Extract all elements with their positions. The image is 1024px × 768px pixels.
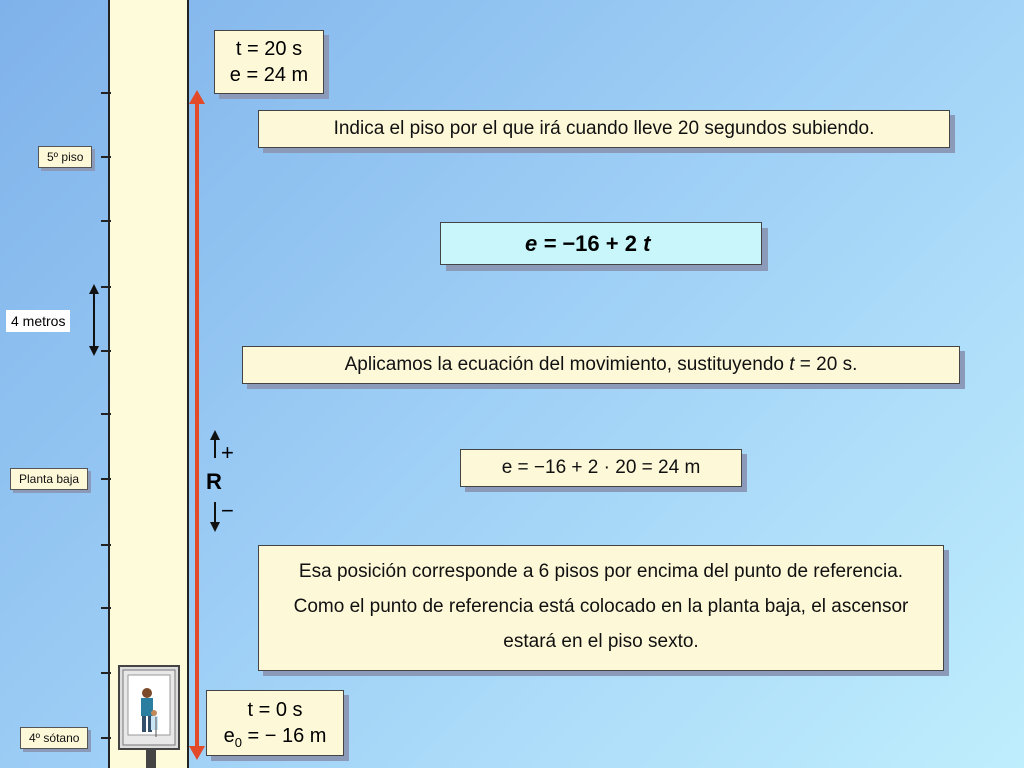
floor-tick <box>101 607 111 609</box>
floor-label-fifth: 5º piso <box>38 146 92 168</box>
question-text: Indica el piso por el que irá cuando lleve 20 segundos subiendo. <box>333 118 875 139</box>
conclusion-text: Esa posición corresponde a 6 pisos por encima del punto de referencia. Como el punto de referencia está colocado en la planta baja, el ascensor estará en el piso sexto. <box>293 561 909 652</box>
floor-tick <box>101 544 111 546</box>
initial-time: t = 0 s <box>247 699 303 721</box>
initial-position: $e_0$ = − 16 m <box>223 725 327 750</box>
equation-box <box>440 222 762 265</box>
floor-tick <box>101 737 111 739</box>
floor-tick <box>101 156 111 158</box>
apply-box <box>242 346 960 384</box>
final-state-box <box>214 30 324 94</box>
floor-label-ground: Planta baja <box>10 468 88 490</box>
reference-label: R <box>206 469 222 494</box>
equation-rhs: −16 + 2 <box>556 231 644 256</box>
final-time: t = 20 s <box>235 38 303 60</box>
elevator-shaft <box>108 0 189 768</box>
calculation-box <box>460 449 742 487</box>
calculation-text: e = −16 + 2 · 20 = 24 m <box>501 457 701 478</box>
equation-var: t <box>643 231 651 256</box>
floor-tick <box>101 413 111 415</box>
floor-tick <box>101 92 111 94</box>
person-icon <box>120 667 178 748</box>
initial-state-box <box>206 690 344 756</box>
equation-lhs: e = <box>525 231 557 256</box>
floor-label-basement: 4º sótano <box>20 727 88 749</box>
floor-tick <box>101 672 111 674</box>
trajectory-arrow-up-icon <box>189 90 205 104</box>
floor-tick <box>101 478 111 480</box>
spacing-label: 4 metros <box>6 310 70 332</box>
final-position: e = 24 m <box>229 64 309 86</box>
trajectory-arrow-down-icon <box>189 746 205 760</box>
question-box <box>258 110 950 148</box>
trajectory-line <box>195 102 199 750</box>
elevator-cabin <box>118 665 180 750</box>
spacing-arrow-icon <box>84 284 104 356</box>
floor-tick <box>101 220 111 222</box>
apply-text: Aplicamos la ecuación del movimiento, sustituyendo t = 20 s. <box>344 354 858 375</box>
elevator-cable <box>146 750 156 768</box>
conclusion-box <box>258 545 944 671</box>
reference-plus: + <box>221 440 234 465</box>
reference-minus: − <box>221 498 234 523</box>
